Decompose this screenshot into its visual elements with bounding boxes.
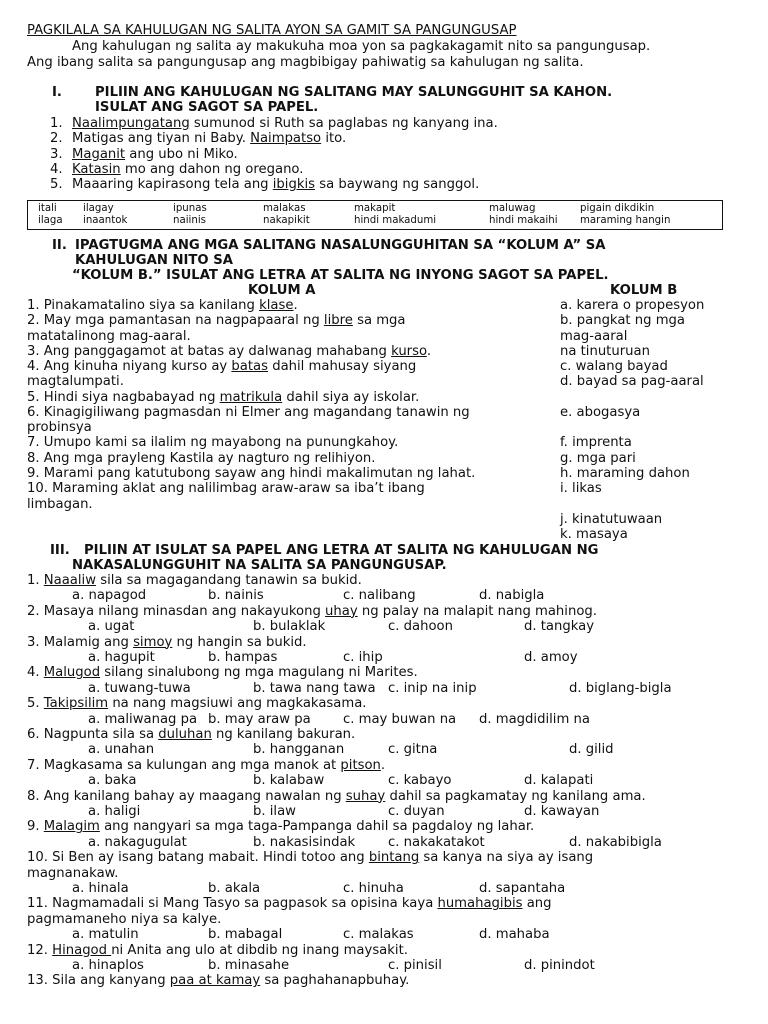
part1-item: [72, 147, 238, 162]
answer-choice: [343, 588, 416, 603]
text-fragment: a. napagod: [72, 588, 147, 604]
answer-choice: [208, 881, 260, 896]
text-fragment: Ang kahulugan ng salita ay makukuha moa yon sa pagkakagamit nito sa pangungusap.: [72, 39, 651, 54]
column-a-line: [27, 497, 93, 512]
text-fragment: ng palay na malapit nang mahinog.: [357, 603, 597, 619]
part1-item: [72, 116, 498, 131]
text-fragment: 12.: [27, 942, 53, 958]
word-choice: nakapikit: [263, 215, 310, 226]
part1-heading: [95, 100, 318, 115]
column-b-option: [560, 481, 602, 496]
question-line: [27, 758, 385, 773]
text-fragment: pagmamaneho niya sa kalye.: [27, 911, 222, 927]
text-fragment: KOLUM B: [610, 283, 678, 298]
answer-choice: [388, 804, 445, 819]
text-fragment: c. walang bayad: [560, 359, 668, 374]
answer-choice: [88, 773, 136, 788]
text-fragment: c. duyan: [388, 804, 445, 819]
text-fragment: .: [380, 757, 386, 773]
column-b-header: [610, 283, 677, 298]
intro-line: [72, 39, 650, 54]
word-choice: makapit: [354, 203, 396, 214]
answer-choice: [569, 681, 672, 696]
answer-choice: [343, 650, 383, 665]
word-choice: ipunas: [173, 203, 207, 214]
text-fragment: b. pangkat ng mga: [560, 313, 686, 328]
answer-choice: [88, 804, 140, 819]
answer-choice: [253, 742, 344, 757]
text-fragment: NAKASALUNGGUHIT NA SALITA SA PANGUNGUSAP.: [72, 558, 447, 573]
text-fragment: b. kalabaw: [253, 773, 325, 789]
part1-heading: [95, 85, 612, 100]
underlined-word: Naaaliw: [43, 573, 97, 588]
item-number: [50, 147, 63, 162]
text-fragment: PILIIN ANG KAHULUGAN NG SALITANG MAY SALUNGGUHIT SA KAHON.: [95, 85, 613, 100]
text-fragment: d. nabigla: [479, 588, 545, 604]
text-fragment: 4.: [27, 665, 44, 681]
text-fragment: 3. Ang panggagamot at batas ay dalwanag mahabang: [27, 344, 392, 359]
answer-choice: [208, 712, 311, 727]
text-fragment: ISULAT ANG SAGOT SA PAPEL.: [95, 100, 319, 115]
part1-item: [72, 162, 303, 177]
text-fragment: b. tawa nang tawa: [253, 680, 376, 696]
text-fragment: .: [293, 298, 298, 313]
answer-choice: [253, 835, 355, 850]
text-fragment: d. kawayan: [524, 804, 600, 819]
text-fragment: ang nangyari sa mga taga-Pampanga dahil sa pagdaloy ng lahar.: [99, 819, 535, 835]
text-fragment: d. gilid: [569, 742, 614, 758]
answer-choice: [479, 588, 544, 603]
text-fragment: b. ilaw: [253, 804, 296, 819]
question-line: [27, 604, 597, 619]
text-fragment: mag-aaral: [560, 329, 628, 344]
column-a-line: [27, 390, 419, 405]
answer-choice: [343, 712, 456, 727]
underlined-word: duluhan: [158, 727, 212, 742]
question-line: [27, 635, 307, 650]
text-fragment: 11. Nagmamadali si Mang Tasyo sa pagpasok sa opisina kaya: [27, 896, 438, 912]
text-fragment: d. biglang-bigla: [569, 680, 672, 696]
column-a-line: [27, 451, 375, 466]
text-fragment: c. ihip: [343, 650, 383, 665]
underlined-word: pitson: [340, 757, 381, 773]
column-b-option: [560, 527, 628, 542]
column-a-line: [27, 481, 425, 496]
column-a-line: [27, 359, 416, 374]
text-fragment: d. kalapati: [524, 773, 594, 789]
part2-heading: [75, 253, 233, 268]
column-b-option: [560, 374, 704, 389]
answer-choice: [343, 927, 414, 942]
word-choice: inaantok: [83, 215, 128, 226]
question-line: [27, 850, 593, 865]
text-fragment: magnanakaw.: [27, 865, 119, 881]
text-fragment: 5.: [50, 177, 63, 192]
text-fragment: j. kinatutuwaan: [560, 512, 663, 527]
answer-choice: [88, 650, 155, 665]
text-fragment: a. haligi: [88, 804, 141, 819]
text-fragment: 13. Sila ang kanyang: [27, 973, 170, 989]
question-line: [27, 727, 355, 742]
text-fragment: Matigas ang tiyan ni Baby.: [72, 131, 251, 146]
question-line: [27, 819, 534, 834]
text-fragment: matatalinong mag-aaral.: [27, 329, 191, 344]
column-b-option: [560, 298, 704, 313]
column-a-line: [27, 374, 124, 389]
text-fragment: dahil siya ay iskolar.: [282, 390, 420, 405]
text-fragment: d. nakabibigla: [569, 834, 662, 850]
question-line: [27, 866, 118, 881]
text-fragment: ni Anita ang ulo at dibdib ng inang maysakit.: [111, 942, 408, 958]
text-fragment: 7. Magkasama sa kulungan ang mga manok at: [27, 757, 341, 773]
underlined-word: PAGKILALA SA KAHULUGAN NG SALITA AYON SA GAMIT SA PANGUNGUSAP: [27, 23, 517, 38]
underlined-word: libre: [323, 313, 353, 328]
text-fragment: 5.: [27, 696, 44, 712]
word-choices-box: [27, 200, 723, 230]
column-b-option: [560, 466, 690, 481]
part3-heading: [84, 543, 598, 558]
column-a-line: [27, 344, 431, 359]
underlined-word: Maganit: [72, 147, 126, 162]
text-fragment: 2. Masaya nilang minasdan ang nakayukong: [27, 603, 326, 619]
text-fragment: 2.: [50, 131, 63, 146]
text-fragment: sa kanya na siya ay isang: [419, 850, 594, 866]
text-fragment: Maaaring kapirasong tela ang: [72, 177, 273, 192]
text-fragment: IPAGTUGMA ANG MGA SALITANG NASALUNGGUHITAN SA “KOLUM A” SA: [75, 238, 606, 253]
answer-choice: [88, 835, 187, 850]
word-choice: itali: [38, 203, 57, 214]
answer-choice: [479, 927, 550, 942]
underlined-word: suhay: [345, 788, 386, 804]
word-choice: pigain dikdikin: [580, 203, 655, 214]
answer-choice: [388, 619, 453, 634]
text-fragment: 3. Malamig ang: [27, 634, 134, 650]
word-choice: ilaga: [38, 215, 63, 226]
text-fragment: b. nakasisindak: [253, 834, 356, 850]
underlined-word: humahagibis: [437, 896, 523, 912]
underlined-word: paa at kamay: [169, 973, 261, 989]
text-fragment: Ang ibang salita sa pangungusap ang magbibigay pahiwatig sa kahulugan ng salita.: [27, 55, 584, 70]
item-number: [50, 131, 63, 146]
answer-choice: [208, 588, 264, 603]
text-fragment: na tinuturuan: [560, 344, 650, 359]
item-number: [50, 116, 63, 131]
text-fragment: 8. Ang kanilang bahay ay maagang nawalan ng: [27, 788, 346, 804]
text-fragment: 9. Marami pang katutubong sayaw ang hindi makalimutan ng lahat.: [27, 466, 476, 481]
word-choice: hindi makaihi: [489, 215, 558, 226]
column-b-option: [560, 512, 662, 527]
text-fragment: KAHULUGAN NITO SA: [75, 253, 233, 268]
text-fragment: c. may buwan na: [343, 711, 457, 727]
text-fragment: 6. Nagpunta sila sa: [27, 727, 159, 742]
text-fragment: c. nalibang: [343, 588, 416, 604]
text-fragment: sila sa magagandang tanawin sa bukid.: [96, 573, 362, 588]
underlined-word: Takipsilim: [43, 696, 109, 712]
text-fragment: I.: [52, 85, 62, 100]
text-fragment: a. nakagugulat: [88, 834, 187, 850]
text-fragment: b. hangganan: [253, 742, 345, 758]
text-fragment: c. hinuha: [343, 881, 404, 896]
question-line: [27, 665, 418, 680]
question-line: [27, 912, 221, 927]
intro-line: [27, 55, 584, 70]
text-fragment: 7. Umupo kami sa ilalim ng mayabong na punungkahoy.: [27, 435, 399, 450]
text-fragment: f. imprenta: [560, 435, 632, 450]
answer-choice: [524, 619, 594, 634]
part2-heading: [72, 268, 609, 283]
word-choice: malakas: [263, 203, 306, 214]
text-fragment: e. abogasya: [560, 405, 641, 420]
answer-choice: [72, 927, 139, 942]
text-fragment: a. ugat: [88, 619, 135, 635]
text-fragment: i. likas: [560, 481, 602, 496]
part2-number: [52, 238, 67, 253]
text-fragment: a. maliwanag pa: [88, 711, 198, 727]
text-fragment: 6. Kinagigiliwang pagmasdan ni Elmer ang magandang tanawin ng: [27, 405, 470, 420]
column-b-option: [560, 451, 636, 466]
question-line: [27, 573, 362, 588]
text-fragment: magtalumpati.: [27, 374, 124, 389]
answer-choice: [72, 881, 129, 896]
column-b-option: [560, 359, 668, 374]
text-fragment: a. matulin: [72, 927, 139, 943]
column-a-line: [27, 466, 475, 481]
text-fragment: dahil sa pagkamatay ng kanilang ama.: [385, 788, 646, 804]
answer-choice: [343, 881, 404, 896]
question-line: [27, 896, 552, 911]
underlined-word: batas: [231, 359, 268, 374]
underlined-word: Malagim: [43, 819, 100, 835]
underlined-word: kurso: [391, 344, 427, 359]
text-fragment: c. gitna: [388, 742, 438, 758]
text-fragment: 4. Ang kinuha niyang kurso ay: [27, 359, 232, 374]
text-fragment: probinsya: [27, 420, 92, 435]
text-fragment: a. tuwang-tuwa: [88, 680, 191, 696]
text-fragment: d. mahaba: [479, 927, 550, 943]
underlined-word: simoy: [133, 634, 173, 650]
text-fragment: 1. Pinakamatalino siya sa kanilang: [27, 298, 260, 313]
underlined-word: matrikula: [219, 390, 283, 405]
answer-choice: [388, 835, 485, 850]
answer-choice: [479, 881, 565, 896]
text-fragment: dahil mahusay siyang: [268, 359, 417, 374]
answer-choice: [253, 773, 324, 788]
underlined-word: bintang: [368, 850, 420, 866]
text-fragment: silang sinalubong ng mga magulang ni Marites.: [100, 665, 418, 681]
text-fragment: KOLUM A: [248, 283, 316, 298]
underlined-word: Naimpatso: [250, 131, 322, 146]
part3-number: [50, 543, 70, 558]
text-fragment: PILIIN AT ISULAT SA PAPEL ANG LETRA AT SALITA NG KAHULUGAN NG: [84, 543, 599, 558]
answer-choice: [253, 681, 376, 696]
text-fragment: d. pinindot: [524, 958, 595, 973]
column-b-option: [560, 313, 685, 328]
text-fragment: c. malakas: [343, 927, 414, 943]
text-fragment: d. magdidilim na: [479, 711, 590, 727]
answer-choice: [88, 681, 191, 696]
text-fragment: d. amoy: [524, 650, 578, 665]
text-fragment: 3.: [50, 147, 63, 162]
text-fragment: c. dahoon: [388, 619, 453, 635]
column-b-option: [560, 435, 632, 450]
underlined-word: Hinagod: [52, 942, 112, 958]
text-fragment: h. maraming dahon: [560, 466, 690, 481]
question-line: [27, 789, 646, 804]
text-fragment: c. inip na inip: [388, 680, 477, 696]
text-fragment: II.: [52, 238, 67, 253]
text-fragment: sumunod si Ruth sa paglabas ng kanyang ina.: [189, 116, 498, 131]
question-line: [27, 696, 367, 711]
text-fragment: 10. Maraming aklat ang nalilimbag araw-araw sa iba’t ibang: [27, 481, 425, 496]
text-fragment: a. baka: [88, 773, 137, 789]
text-fragment: d. bayad sa pag-aaral: [560, 374, 704, 389]
text-fragment: b. hampas: [208, 650, 278, 665]
word-choice: hindi makadumi: [354, 215, 437, 226]
text-fragment: d. sapantaha: [479, 881, 566, 896]
text-fragment: a. hinaplos: [72, 958, 144, 973]
text-fragment: 5. Hindi siya nagbabayad ng: [27, 390, 220, 405]
text-fragment: a. karera o propesyon: [560, 298, 705, 313]
text-fragment: sa baywang ng sanggol.: [315, 177, 480, 192]
underlined-word: Naalimpungatang: [72, 116, 190, 131]
text-fragment: .: [426, 344, 432, 359]
text-fragment: b. mabagal: [208, 927, 283, 943]
column-a-line: [27, 298, 298, 313]
page-title: [27, 23, 516, 38]
answer-choice: [208, 650, 277, 665]
text-fragment: sa mga: [352, 313, 406, 328]
answer-choice: [388, 958, 442, 973]
answer-choice: [72, 958, 144, 973]
answer-choice: [208, 958, 289, 973]
text-fragment: d. tangkay: [524, 619, 595, 635]
answer-choice: [88, 742, 154, 757]
column-a-line: [27, 420, 92, 435]
word-choice: maraming hangin: [580, 215, 671, 226]
item-number: [50, 177, 63, 192]
underlined-word: klase: [259, 298, 294, 313]
text-fragment: ng hangin sa bukid.: [172, 634, 307, 650]
word-choice: naiinis: [173, 215, 206, 226]
text-fragment: 2. May mga pamantasan na nagpapaaral ng: [27, 313, 324, 328]
answer-choice: [388, 773, 451, 788]
text-fragment: b. bulaklak: [253, 619, 326, 635]
text-fragment: na nang magsiuwi ang magkakasama.: [108, 696, 367, 712]
text-fragment: c. nakakatakot: [388, 834, 485, 850]
answer-choice: [88, 619, 134, 634]
underlined-word: ibigkis: [272, 177, 315, 192]
column-b-option: [560, 344, 650, 359]
part1-number: [52, 85, 62, 100]
column-b-option: [560, 329, 627, 344]
part1-item: [72, 177, 479, 192]
text-fragment: c. kabayo: [388, 773, 452, 789]
text-fragment: 4.: [50, 162, 63, 177]
word-choice: ilagay: [83, 203, 114, 214]
text-fragment: b. minasahe: [208, 958, 290, 973]
word-choice: maluwag: [489, 203, 536, 214]
column-b-option: [560, 405, 640, 420]
answer-choice: [253, 804, 296, 819]
text-fragment: a. unahan: [88, 742, 155, 758]
text-fragment: ng kanilang bakuran.: [211, 727, 356, 742]
text-fragment: mo ang dahon ng oregano.: [120, 162, 304, 177]
answer-choice: [524, 958, 595, 973]
part3-heading: [72, 558, 447, 573]
answer-choice: [388, 742, 437, 757]
text-fragment: a. hinala: [72, 881, 129, 896]
column-a-line: [27, 405, 470, 420]
answer-choice: [479, 712, 590, 727]
text-fragment: III.: [50, 543, 70, 558]
text-fragment: 10. Si Ben ay isang batang mabait. Hindi totoo ang: [27, 850, 369, 866]
text-fragment: 1.: [27, 573, 44, 588]
text-fragment: a. hagupit: [88, 650, 155, 665]
part1-item: [72, 131, 346, 146]
text-fragment: 9.: [27, 819, 44, 835]
column-a-line: [27, 329, 191, 344]
text-fragment: c. pinisil: [388, 958, 442, 973]
text-fragment: g. mga pari: [560, 451, 636, 466]
text-fragment: b. akala: [208, 881, 261, 896]
text-fragment: ito.: [321, 131, 347, 146]
answer-choice: [569, 835, 662, 850]
answer-choice: [253, 619, 325, 634]
underlined-word: Malugod: [43, 665, 101, 681]
answer-choice: [388, 681, 477, 696]
column-a-line: [27, 313, 406, 328]
question-line: [27, 973, 409, 988]
column-a-line: [27, 435, 398, 450]
text-fragment: b. nainis: [208, 588, 264, 604]
text-fragment: k. masaya: [560, 527, 628, 542]
answer-choice: [524, 773, 593, 788]
underlined-word: uhay: [325, 603, 358, 619]
text-fragment: 1.: [50, 116, 63, 131]
text-fragment: sa paghahanapbuhay.: [260, 973, 410, 989]
answer-choice: [569, 742, 614, 757]
answer-choice: [524, 650, 578, 665]
answer-choice: [524, 804, 599, 819]
text-fragment: b. may araw pa: [208, 711, 311, 727]
answer-choice: [72, 588, 146, 603]
text-fragment: ang ubo ni Miko.: [125, 147, 238, 162]
part2-heading: [75, 238, 606, 253]
item-number: [50, 162, 63, 177]
text-fragment: 8. Ang mga prayleng Kastila ay nagturo ng relihiyon.: [27, 451, 376, 466]
text-fragment: limbagan.: [27, 497, 93, 512]
answer-choice: [208, 927, 282, 942]
text-fragment: ang: [522, 896, 552, 912]
answer-choice: [88, 712, 197, 727]
underlined-word: Katasin: [72, 162, 121, 177]
text-fragment: “KOLUM B.” ISULAT ANG LETRA AT SALITA NG INYONG SAGOT SA PAPEL.: [72, 268, 609, 283]
column-a-header: [248, 283, 315, 298]
question-line: [27, 943, 408, 958]
